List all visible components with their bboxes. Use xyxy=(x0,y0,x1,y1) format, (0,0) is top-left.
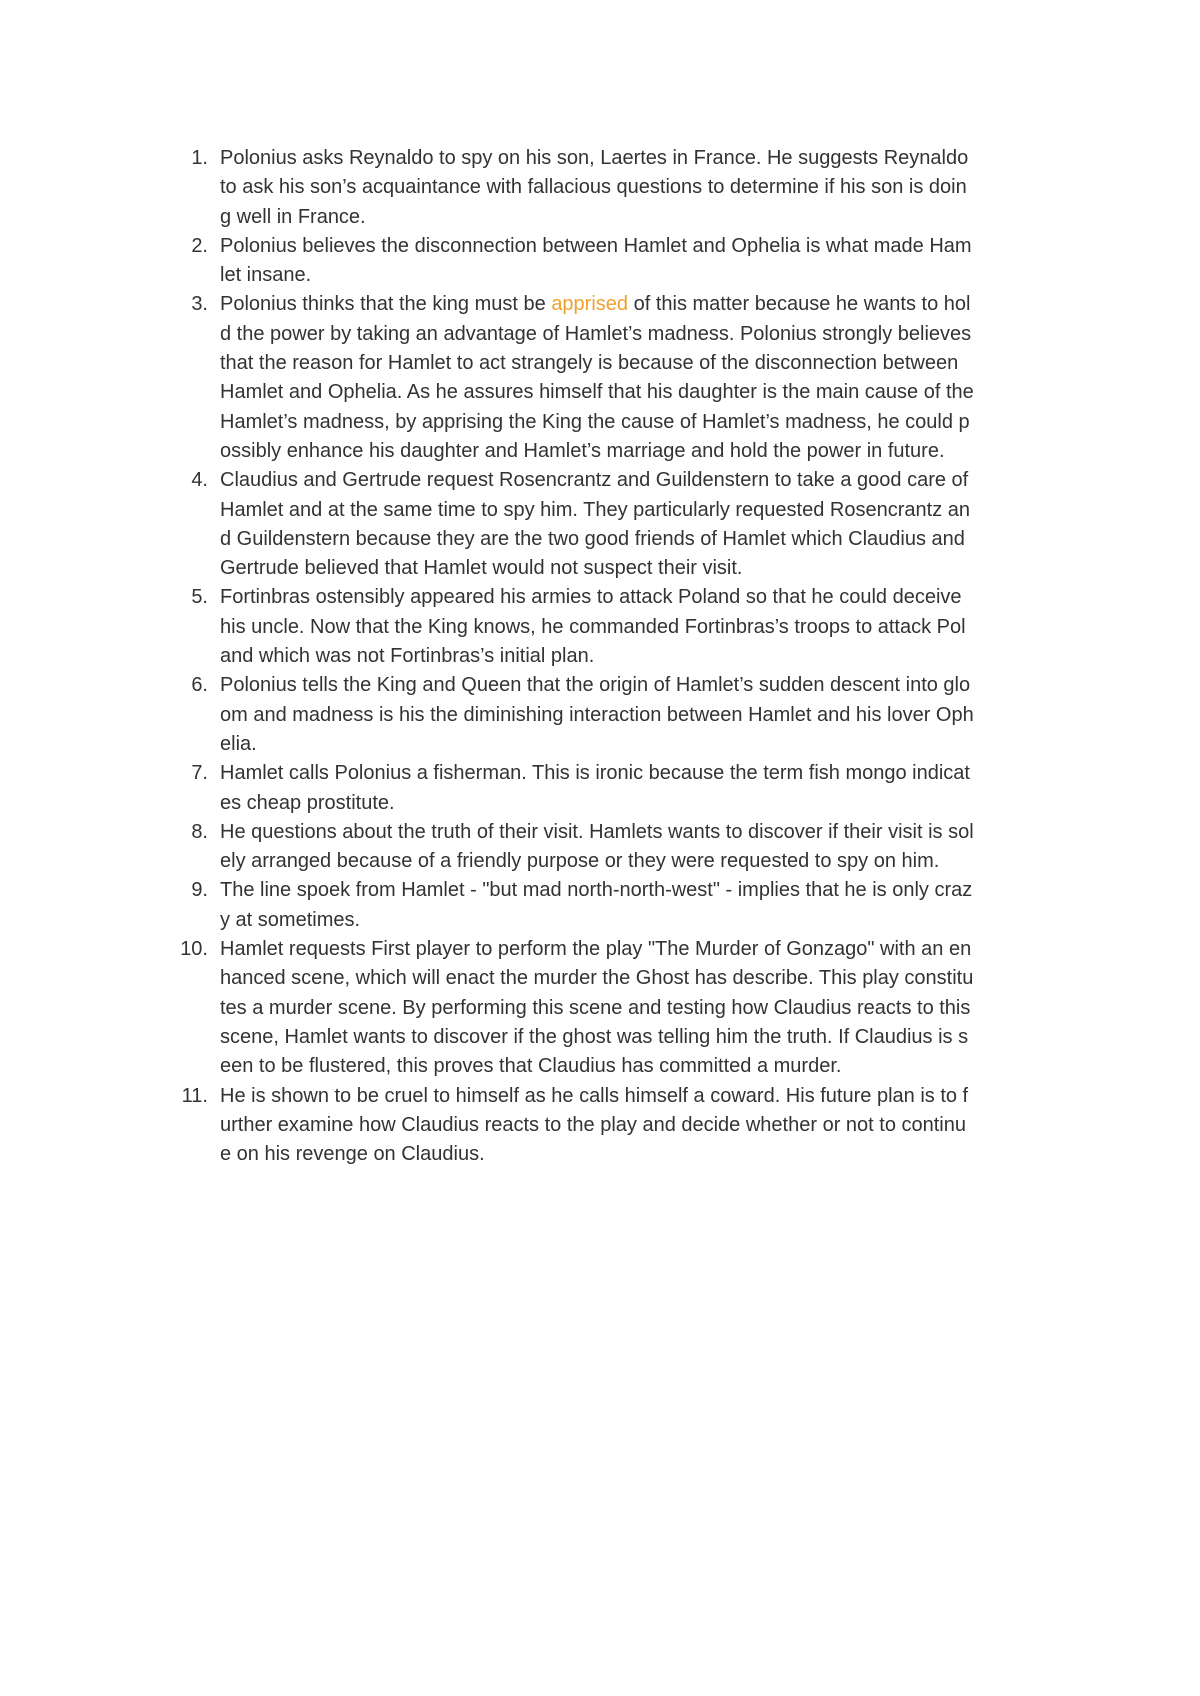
text-line: Claudius and Gertrude request Rosencrantz and Guildenstern to take a good care of xyxy=(220,469,969,492)
text-line: ossibly enhance his daughter and Hamlet’s marriage and hold the power in future. xyxy=(220,439,945,462)
text-line: Hamlet and Ophelia. As he assures himself that his daughter is the main cause of the xyxy=(220,381,974,404)
list-item xyxy=(160,935,1160,1081)
list-item-number: 11. xyxy=(181,1084,208,1107)
text-line: Polonius believes the disconnection between Hamlet and Ophelia is what made Ham xyxy=(220,234,972,257)
text-line: to ask his son’s acquaintance with fallacious questions to determine if his son is doin xyxy=(220,176,967,199)
text-line: He is shown to be cruel to himself as he calls himself a coward. His future plan is to f xyxy=(220,1084,969,1107)
text-line: Hamlet and at the same time to spy him. They particularly requested Rosencrantz an xyxy=(220,498,970,521)
list-item xyxy=(160,232,1160,291)
text-segment: Polonius thinks that the king must be xyxy=(220,293,552,316)
list-item xyxy=(160,583,1160,671)
text-line: d the power by taking an advantage of Hamlet’s madness. Polonius strongly believes xyxy=(220,322,972,345)
text-line: e on his revenge on Claudius. xyxy=(220,1143,485,1166)
text-line: that the reason for Hamlet to act strangely is because of the disconnection between xyxy=(220,352,959,375)
text-line: hanced scene, which will enact the murder the Ghost has describe. This play constitu xyxy=(220,967,974,990)
text-line: Hamlet requests First player to perform the play "The Murder of Gonzago" with an en xyxy=(220,938,972,961)
list-item-number: 1. xyxy=(191,147,208,169)
text-line: g well in France. xyxy=(220,205,366,228)
list-item-number: 9. xyxy=(191,879,208,902)
text-line xyxy=(220,290,1160,319)
highlighted-word: apprised xyxy=(551,293,629,316)
text-line: Polonius asks Reynaldo to spy on his son, Laertes in France. He suggests Reynaldo xyxy=(220,147,969,169)
list-item xyxy=(160,671,1160,759)
list-item-number: 7. xyxy=(191,762,208,785)
text-line: Gertrude believed that Hamlet would not suspect their visit. xyxy=(220,557,743,580)
list-item-number: 8. xyxy=(191,820,208,843)
list-item xyxy=(160,466,1160,583)
list-item xyxy=(160,818,1160,877)
text-line: Polonius tells the King and Queen that the origin of Hamlet’s sudden descent into glo xyxy=(220,674,971,697)
text-line: He questions about the truth of their visit. Hamlets wants to discover if their visit is sol xyxy=(220,820,974,843)
list-item-number: 4. xyxy=(191,469,208,492)
text-line: Hamlet’s madness, by apprising the King the cause of Hamlet’s madness, he could p xyxy=(220,410,970,433)
text-line: scene, Hamlet wants to discover if the ghost was telling him the truth. If Claudius is s xyxy=(220,1025,969,1048)
list-item-number: 5. xyxy=(191,586,208,609)
list-item-number: 3. xyxy=(191,293,208,316)
text-line: d Guildenstern because they are the two good friends of Hamlet which Claudius and xyxy=(220,527,965,550)
text-line: urther examine how Claudius reacts to the play and decide whether or not to continu xyxy=(220,1113,966,1136)
list-item xyxy=(160,759,1160,818)
list-item-number: 10. xyxy=(180,938,208,961)
text-line: een to be flustered, this proves that Claudius has committed a murder. xyxy=(220,1055,842,1078)
list-item xyxy=(160,876,1160,935)
text-line: and which was not Fortinbras’s initial plan. xyxy=(220,645,595,668)
answer-list xyxy=(160,144,1160,1169)
list-item xyxy=(160,1082,1160,1170)
text-line: Hamlet calls Polonius a fisherman. This is ironic because the term fish mongo indicat xyxy=(220,762,970,785)
list-item-number: 2. xyxy=(191,234,208,257)
list-item xyxy=(160,290,1160,466)
text-segment: of this matter because he wants to hol xyxy=(628,293,971,316)
text-line: es cheap prostitute. xyxy=(220,791,395,814)
text-line: om and madness is his the diminishing interaction between Hamlet and his lover Oph xyxy=(220,703,974,726)
list-item xyxy=(160,144,1160,232)
text-line: tes a murder scene. By performing this scene and testing how Claudius reacts to this xyxy=(220,996,971,1019)
text-line: ely arranged because of a friendly purpose or they were requested to spy on him. xyxy=(220,850,940,873)
text-line: y at sometimes. xyxy=(220,908,361,931)
text-line: The line spoek from Hamlet - "but mad north-north-west" - implies that he is only craz xyxy=(220,879,973,902)
text-line: Fortinbras ostensibly appeared his armies to attack Poland so that he could deceive xyxy=(220,586,962,609)
text-line: let insane. xyxy=(220,264,312,287)
list-item-number: 6. xyxy=(191,674,208,697)
text-line: elia. xyxy=(220,732,257,755)
text-line: his uncle. Now that the King knows, he commanded Fortinbras’s troops to attack Pol xyxy=(220,615,966,638)
